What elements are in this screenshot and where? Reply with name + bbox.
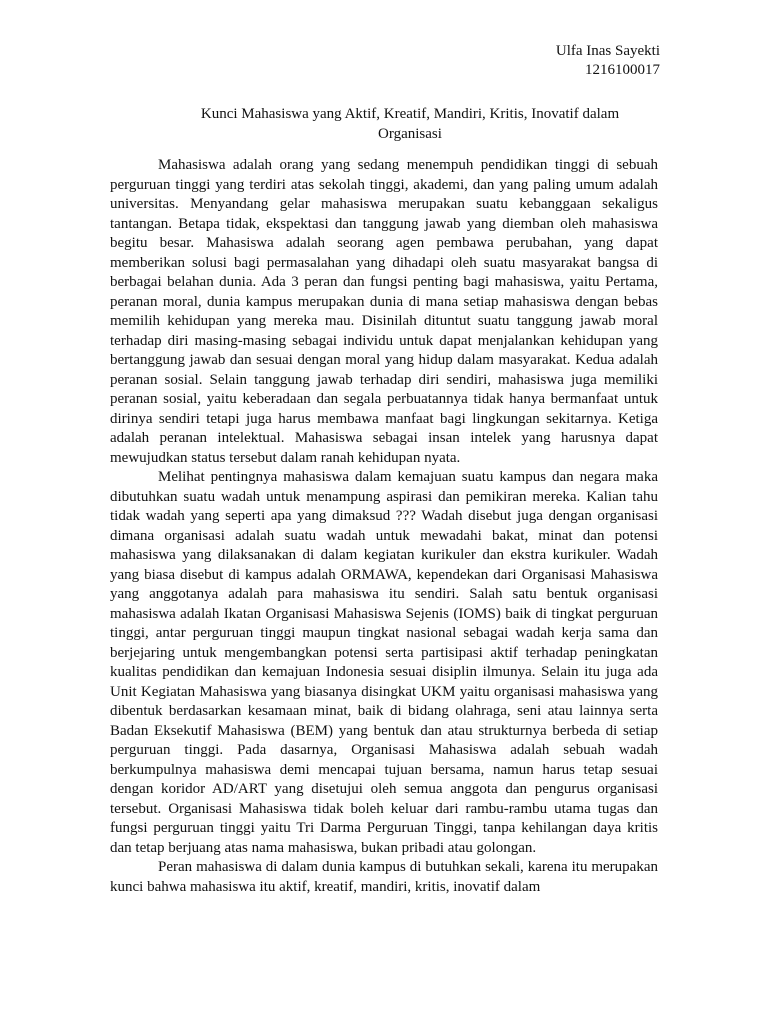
author-name: Ulfa Inas Sayekti bbox=[555, 43, 660, 59]
student-id: 1216100017 bbox=[585, 62, 660, 78]
paragraph-2: Melihat pentingnya mahasiswa dalam kemajuan suatu kampus dan negara maka dibutuhkan suatu wadah untuk menampung aspirasi dan pemikiran mereka. Kalian tahu tidak wadah yang seperti apa yang dimaksud ??? Wadah disebut juga dengan organisasi dimana organisasi adalah suatu wadah untuk mewadahi bakat, minat dan potensi mahasiswa yang dilaksanakan di dalam kegiatan kurikuler dan ekstra kurikuler. Wadah yang biasa disebut di kampus adalah ORMAWA, kependekan dari Organisasi Mahasiswa yang anggotanya adalah para mahasiswa itu sendiri. Salah satu bentuk organisasi mahasiswa adalah Ikatan Organisasi Mahasiswa Sejenis (IOMS) baik di tingkat perguruan tinggi, antar perguruan tinggi maupun tingkat nasional sebagai wadah kerja sama dan berjejaring untuk mengembangkan potensi serta partisipasi aktif terhadap peningkatan kualitas pendidikan dan kemajuan Indonesia sesuai disiplin ilmunya. Selain itu juga ada Unit Kegiatan Mahasiswa yang biasanya disingkat UKM yaitu organisasi mahasiswa yang dibentuk berdasarkan kesamaan minat, baik di bidang olahraga, seni atau lainnya serta Badan Eksekutif Mahasiswa (BEM) yang bentuk dan atau strukturnya berbeda di setiap perguruan tinggi. Pada dasarnya, Organisasi Mahasiswa adalah sebuah wadah berkumpulnya mahasiswa demi mencapai tujuan bersama, namun harus tetap sesuai dengan koridor AD/ART yang disetujui oleh semua anggota dan pengurus organisasi tersebut. Organisasi Mahasiswa tidak boleh keluar dari rambu-rambu utama tugas dan fungsi perguruan tinggi yaitu Tri Darma Perguruan Tinggi, tanpa kehilangan daya kritis dan tetap berjuang atas nama mahasiswa, bukan pribadi atau golongan. bbox=[110, 469, 658, 856]
paragraph-3: Peran mahasiswa di dalam dunia kampus di butuhkan sekali, karena itu merupakan kunci bahwa mahasiswa itu aktif, kreatif, mandiri, kritis, inovatif dalam bbox=[110, 859, 658, 895]
paragraph-1: Mahasiswa adalah orang yang sedang menempuh pendidikan tinggi di sebuah perguruan tinggi yang terdiri atas sekolah tinggi, akademi, dan yang paling umum adalah universitas. Menyandang gelar mahasiswa merupakan suatu kebanggaan sekaligus tantangan. Betapa tidak, ekspektasi dan tanggung jawab yang diemban oleh mahasiswa begitu besar. Mahasiswa adalah seorang agen pembawa perubahan, yang dapat memberikan solusi bagi permasalahan yang dihadapi oleh suatu masyarakat bangsa di berbagai belahan dunia. Ada 3 peran dan fungsi penting bagi mahasiswa, yaitu Pertama, peranan moral, dunia kampus merupakan dunia di mana setiap mahasiswa dengan bebas memilih kehidupan yang mereka mau. Disinilah dituntut suatu tanggung jawab moral terhadap diri masing-masing sebagai individu untuk dapat menjalankan kehidupan yang bertanggung jawab dan sesuai dengan moral yang hidup dalam masyarakat. Kedua adalah peranan sosial. Selain tanggung jawab terhadap diri sendiri, mahasiswa juga memiliki peranan sosial, yaitu keberadaan dan segala perbuatannya tidak hanya bermanfaat untuk dirinya sendiri tetapi juga harus membawa manfaat bagi lingkungan sekitarnya. Ketiga adalah peranan intelektual. Mahasiswa sebagai insan intelek yang harusnya dapat mewujudkan status tersebut dalam ranah kehidupan nyata. bbox=[110, 157, 658, 466]
title-line-1: Kunci Mahasiswa yang Aktif, Kreatif, Mandiri, Kritis, Inovatif dalam bbox=[200, 106, 620, 122]
document-body bbox=[110, 156, 658, 897]
title-line-2: Organisasi bbox=[378, 126, 442, 142]
document-title bbox=[160, 104, 660, 144]
author-block bbox=[556, 42, 660, 80]
